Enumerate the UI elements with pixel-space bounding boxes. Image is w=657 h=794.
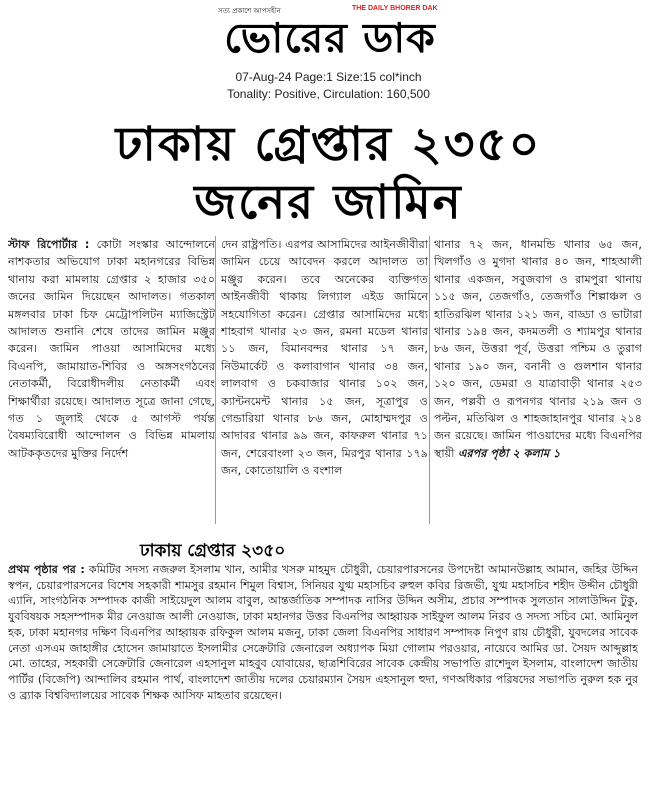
continuation-lead: প্রথম পৃষ্ঠার পর : [8, 563, 85, 576]
clipping-meta-date-size: 07-Aug-24 Page:1 Size:15 col*inch [235, 70, 422, 84]
headline-line-1: ঢাকায় গ্রেপ্তার ২৩৫০ [115, 117, 542, 172]
article-column-2 [221, 236, 428, 526]
continuation-subhead: ঢাকায় গ্রেপ্তার ২৩৫০ [140, 541, 286, 561]
byline: স্টাফ রিপোর্টার : [8, 238, 90, 251]
column-divider [215, 236, 216, 524]
column-1-text: কোটা সংস্কার আন্দোলনে নাশকতার অভিযোগ ঢাকা মহানগরের বিভিন্ন থানায় করা মামলায় গ্রেপ্তার ২ হাজার ৩৫০ জনের জামিন দিয়েছেন আদালত। গতকাল মঙ্গলবার ঢাকা চিফ মেট্রোপলিটন ম্যাজিস্ট্রেট আদালত শুনানি শেষে তাদের জামিন মঞ্জুর করেন। জামিন পাওয়া আসামিদের মধ্যে বিএনপি, জামায়াত-শিবির ও অঙ্গসংগঠনের নেতাকর্মী, বিরোধীদলীয় নেতাকর্মী এবং শিক্ষার্থীরা রয়েছে। আদালত সূত্রে জানা গেছে, গত ১ জুলাই থেকে ৫ আগস্ট পর্যন্ত বৈষম্যবিরোধী আন্দোলন ও বিভিন্ন মামলায় আটককৃতদের মুক্তির নির্দেশ [8, 238, 215, 460]
tagline-right: THE DAILY BHORER DAK [352, 5, 438, 12]
continued-note: এরপর পৃষ্ঠা ২ কলাম ১ [458, 446, 561, 460]
article-column-3 [434, 236, 642, 526]
column-3-text: থানার ৭২ জন, ধানমন্ডি থানার ৬৫ জন, খিলগাঁও ও মুগদা থানার ৪০ জন, শাহআলী থানার একজন, সবুজবাগ ও রামপুরা থানায় ১১৫ জন, তেজগাঁও, তেজগাঁও শিল্পাঞ্চল ও হাতিরঝিল থানার ১২১ জন, বাড্ডা ও ভাটারা থানার ১৯৪ জন, কদমতলী ও শ্যামপুর থানার ৮৬ জন, উত্তরা পূর্ব, উত্তরা পশ্চিম ও তুরাগ থানার ১৯০ জন, বনানী ও গুলশান থানার ১২০ জন, ডেমরা ও যাত্রাবাড়ী থানার ২৫৩ জন, পল্লবী ও রূপনগর থানার ২১৯ জন ও পল্টন, মতিঝিল ও শাহজাহানপুর থানার ২১৪ জন রয়েছে। জামিন পাওয়াদের মধ্যে বিএনপির স্থায়ী [434, 238, 642, 460]
newspaper-masthead: ভোরের ডাক [224, 14, 436, 62]
column-2-text: দেন রাষ্ট্রপতি। এরপর আসামিদের আইনজীবীরা জামিন চেয়ে আবেদন করলে আদালত তা মঞ্জুর করেন। তবে অনেকের ব্যক্তিগত আইনজীবী থাকায় লিগ্যাল এইড জামিনে সহযোগিতা করেন। গ্রেপ্তার আসামিদের মধ্যে শাহবাগ থানার ২৩ জন, রমনা মডেল থানার ১১ জন, বিমানবন্দর থানার ১৭ জন, নিউমার্কেট ও কলাবাগান থানার ৩৪ জন, লালবাগ ও চকবাজার থানার ১০২ জন, ক্যান্টনমেন্ট থানার ১৫ জন, সূত্রাপুর ও গেন্ডারিয়া থানার ৮৬ জন, মোহাম্মদপুর ও আদাবর থানার ৯৯ জন, কাফরুল থানার ৭১ জন, শেরেবাংলা ২৩ জন, মিরপুর থানার ১৭৯ জন, কোতোয়ালি ও বংশাল [221, 238, 428, 478]
tagline-left: সত্য প্রকাশে আপসহীন [218, 7, 281, 15]
article-column-1 [8, 236, 215, 526]
clipping-meta-tonality: Tonality: Positive, Circulation: 160,500 [227, 87, 430, 101]
continuation-body [8, 562, 638, 790]
continuation-text: কমিটির সদস্য নজরুল ইসলাম খান, আমীর খসরু মাহমুদ চৌধুরী, চেয়ারপারসনের উপদেষ্টা আমানউল্লাহ আমান, জহির উদ্দিন স্বপন, চেয়ারপারসনের বিশেষ সহকারী শামসুর রহমান শিমুল বিশ্বাস, সিনিয়র যুগ্ম মহাসচিব রুহুল কবির রিজভী, যুগ্ম মহাসচিব শহীদ উদ্দীন চৌধুরী এ্যানি, সাংগঠনিক সম্পাদক কাজী সাইয়েদুল আলম বাবুল, আন্তর্জাতিক সম্পাদক নাসির উদ্দিন অসীম, প্রচার সম্পাদক সুলতান সালাউদ্দিন টুকু, যুববিষয়ক সহসম্পাদক মীর নেওয়াজ আলী নেওয়াজ, ঢাকা মহানগর উত্তর বিএনপির আহ্বায়ক সাইফুল আলম নিরব ও সদস্য সচিব মো. আমিনুল হক, ঢাকা মহানগর দক্ষিণ বিএনপির আহ্বায়ক রফিকুল আলম মজনু, ঢাকা জেলা বিএনপির সাধারণ সম্পাদক নিপুণ রায় চৌধুরী, যুবদলের সাবেক নেতা এসএম জাহাঙ্গীর হোসেন জামায়াতে ইসলামীর সেক্রেটারি জেনারেল অধ্যাপক মিয়া গোলাম পরওয়ার, নায়েবে আমির ডা. সৈয়দ আব্দুল্লাহ মো. তাহের, সহকারী সেক্রেটারি জেনারেল এহসানুল মাহবুব যোবায়ের, ছাত্রশিবিরের সাবেক কেন্দ্রীয় সভাপতি রাশেদুল ইসলাম, বাংলাদেশ জাতীয় পার্টির (বিজেপি) আন্দালিব রহমান পার্থ, বাংলাদেশ জাতীয় দলের চেয়ারম্যান সৈয়দ এহসানুল হুদা, গণঅধিকার পরিষদের সভাপতি নুরুল হক নুর ও ব্র্যাক বিশ্ববিদ্যালয়ের সাবেক শিক্ষক আসিফ মাহতাব রয়েছেন। [8, 563, 638, 702]
column-divider [429, 236, 430, 524]
headline-line-2: জনের জামিন [194, 175, 463, 230]
